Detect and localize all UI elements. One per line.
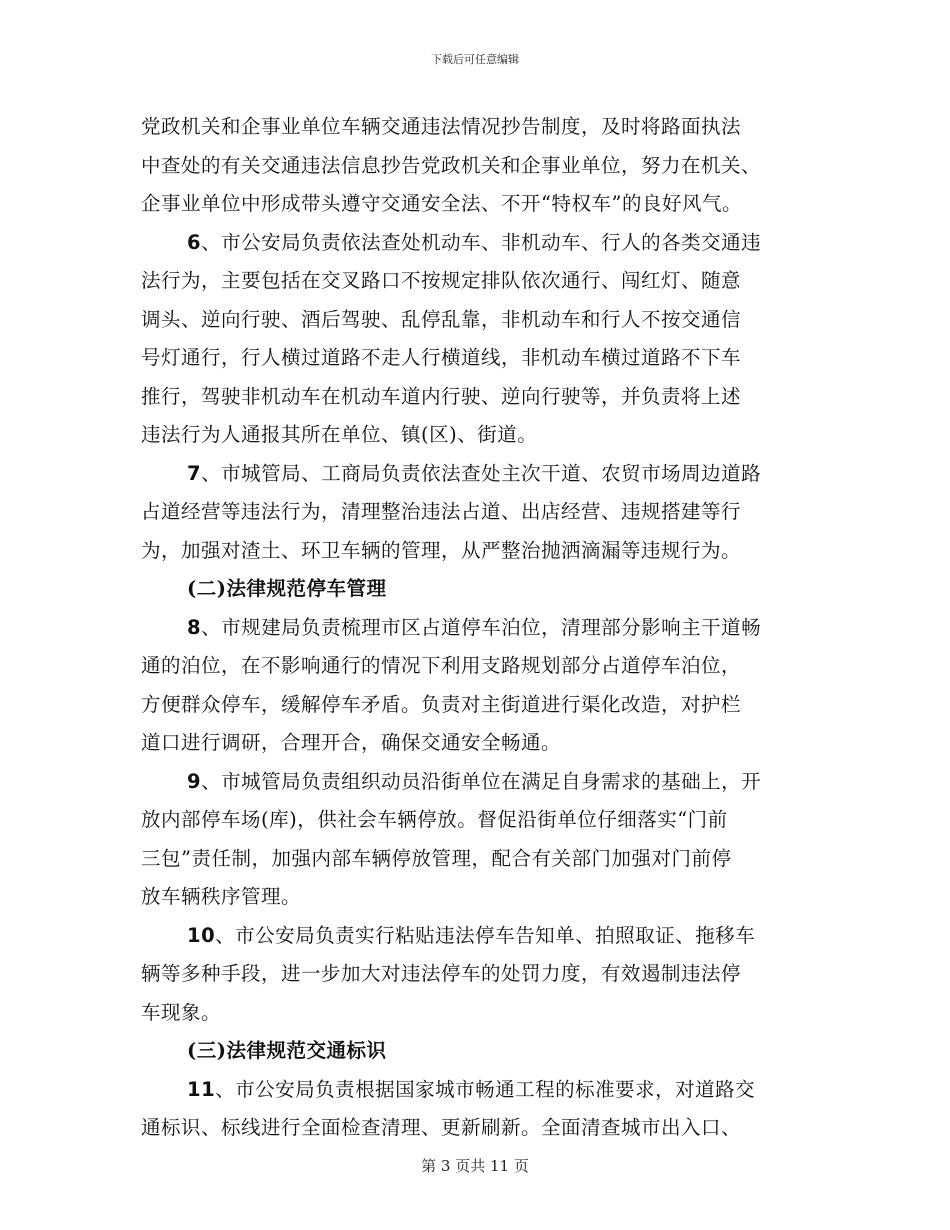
page-footer: 第 3 页共 11 页 [421,1157,529,1175]
item-number: 8 [187,615,202,639]
paragraph-continued [141,108,809,224]
text-line-first [141,455,809,494]
item-number: 10 [187,923,216,947]
paragraph-item-8 [141,609,809,763]
text-line: 号灯通行，行人横过道路不走人行横道线，非机动车横过道路不下车 [141,346,742,369]
text-line: 车现象。 [141,1000,222,1024]
text-line-first-body: 、市公安局负责实行粘贴违法停车告知单、拍照取证、拖移车 [215,923,756,947]
text-line: 占道经营等违法行为，清理整治违法占道、出店经营、违规搭建等行 [141,500,742,523]
text-line: 党政机关和企事业单位车辆交通违法情况抄告制度，及时将路面执法 [141,115,742,138]
text-line-first-body: 、市规建局负责梳理市区占道停车泊位，清理部分影响主干道畅 [201,615,762,639]
paragraph-item-6 [141,224,809,455]
text-line-first-body: 、市公安局负责依法查处机动车、非机动车、行人的各类交通违 [201,230,762,254]
text-line-first [141,763,809,802]
item-number: 11 [187,1077,216,1101]
item-number: 9 [187,769,202,793]
text-line: 违法行为人通报其所在单位、镇(区)、街道。 [141,423,538,446]
text-line: 放车辆秩序管理。 [141,885,302,908]
text-line-first-body: 、市城管局负责组织动员沿街单位在满足自身需求的基础上，开 [201,769,762,793]
text-line: 辆等多种手段，进一步加大对违法停车的处罚力度，有效遏制违法停 [141,962,742,985]
text-line: 通标识、标线进行全面检查清理、更新刷新。全面清查城市出入口、 [141,1116,742,1139]
text-line: 中查处的有关交通违法信息抄告党政机关和企事业单位，努力在机关、 [141,153,762,177]
text-line: 放内部停车场(库)，供社会车辆停放。督促沿街单位仔细落实“门前 [141,808,728,831]
text-line: 推行，驾驶非机动车在机动车道内行驶、逆向行驶等，并负责将上述 [141,384,742,408]
text-line: 法行为，主要包括在交叉路口不按规定排队依次通行、闯红灯、随意 [141,269,742,292]
paragraph-item-9 [141,763,809,917]
text-line: 为，加强对渣土、环卫车辆的管理，从严整治抛洒滴漏等违规行为。 [141,538,742,562]
document-body [141,108,809,1148]
paragraph-item-7 [141,455,809,571]
text-line: 通的泊位，在不影响通行的情况下利用支路规划部分占道停车泊位， [141,654,742,677]
text-line: 三包”责任制，加强内部车辆停放管理，配合有关部门加强对门前停 [141,846,732,870]
item-number: 6 [187,230,202,254]
section-heading: (二)法律规范停车管理 [187,577,387,600]
text-line-first [141,917,809,956]
section-heading: (三)法律规范交通标识 [187,1039,387,1062]
item-number: 7 [187,461,202,485]
text-line-first [141,224,809,263]
text-line-first [141,609,809,648]
text-line: 调头、逆向行驶、酒后驾驶、乱停乱靠，非机动车和行人不按交通信 [141,307,742,331]
page-header: 下载后可任意编辑 [431,53,519,66]
text-line: 企事业单位中形成带头遵守交通安全法、不开“特权车”的良好风气。 [141,192,742,215]
paragraph-item-11 [141,1071,809,1148]
text-line: 道口进行调研，合理开合，确保交通安全畅通。 [141,731,562,754]
paragraph-item-10 [141,917,809,1033]
text-line-first-body: 、市城管局、工商局负责依法查处主次干道、农贸市场周边道路 [201,461,762,485]
text-line-first-body: 、市公安局负责根据国家城市畅通工程的标准要求，对道路交 [215,1077,756,1101]
text-line-first [141,1071,809,1110]
text-line: 方便群众停车，缓解停车矛盾。负责对主街道进行渠化改造，对护栏 [141,692,742,716]
